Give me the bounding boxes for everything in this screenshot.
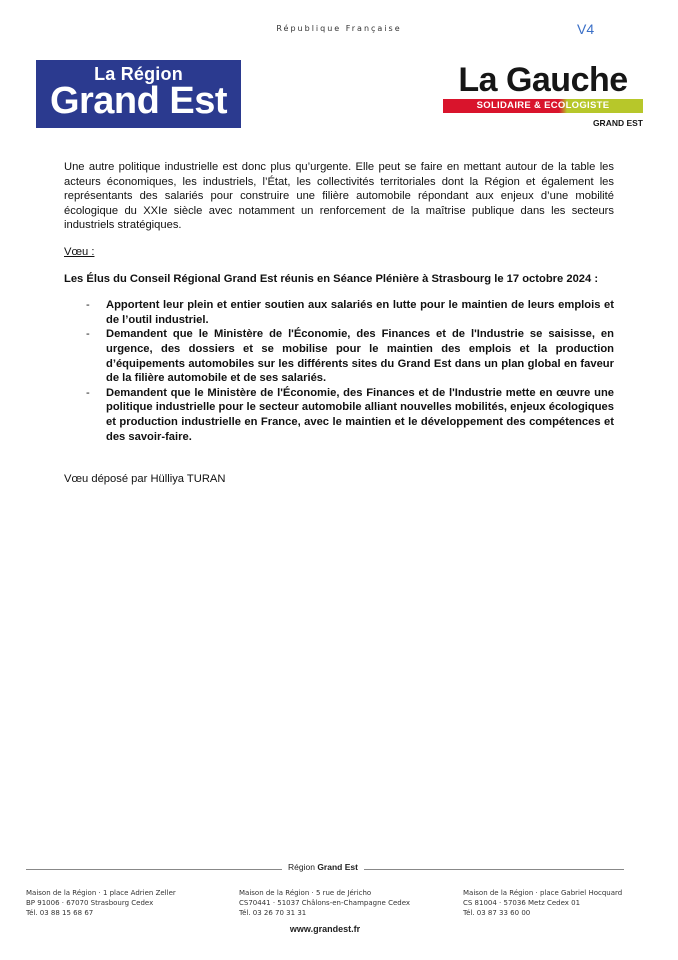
logo-left-line2: Grand Est xyxy=(49,80,228,122)
region-grand-est-logo xyxy=(36,60,241,128)
address-chalons xyxy=(239,888,410,918)
lead-paragraph: Les Élus du Conseil Régional Grand Est réunis en Séance Plénière à Strasbourg le 17 octobre 2024 : xyxy=(64,272,599,285)
list-dash: - xyxy=(86,299,90,312)
intro-paragraph: Une autre politique industrielle est donc plus qu’urgente. Elle peut se faire en mettant autour de la table les acteurs économiques, les industriels, l’État, les collectivités territoriales dont la Région et également les représentants des salariés pour construire une filière automobile répondant aux enjeux d’une mobilité écologique du XXIe siècle avec notamment un renforcement de la maîtrise publique dans les secteurs industriels stratégiques. xyxy=(64,161,614,232)
address-metz xyxy=(463,888,622,918)
document-body xyxy=(64,160,614,498)
list-item-text: Demandent que le Ministère de l'Économie, des Finances et de l'Industrie se saisisse, en urgence, des dossiers et se mobilise pour le maintien des emplois et la production d’équipements automobiles sur les différents sites du Grand Est dans un plan global en faveur de la filière automobile et de ses salariés. xyxy=(106,328,614,385)
address-strasbourg xyxy=(26,888,176,918)
logo-left-line1: La Région xyxy=(94,64,183,84)
website-link[interactable]: www.grandest.fr xyxy=(289,924,361,934)
address-line: CS 81004 · 57036 Metz Cedex 01 xyxy=(463,899,581,907)
address-line: Maison de la Région · 1 place Adrien Zeller xyxy=(26,889,176,897)
republique-header: République Française xyxy=(276,24,402,33)
version-label: V4 xyxy=(577,21,595,37)
voeu-title: Vœu : xyxy=(64,245,95,258)
depose-line: Vœu déposé par Hülliya TURAN xyxy=(64,473,226,486)
list-item xyxy=(64,327,614,385)
address-line: Tél. 03 87 33 60 00 xyxy=(463,909,531,917)
address-line: Tél. 03 26 70 31 31 xyxy=(239,909,307,917)
list-dash: - xyxy=(86,386,90,399)
list-item xyxy=(64,386,614,444)
address-line: Maison de la Région · place Gabriel Hocquard xyxy=(463,889,623,897)
address-line: Tél. 03 88 15 68 67 xyxy=(26,909,94,917)
address-line: CS70441 · 51037 Châlons-en-Champagne Cedex xyxy=(239,899,411,907)
voeu-list xyxy=(64,298,614,444)
list-dash: - xyxy=(86,328,90,341)
footer-label-prefix: Région xyxy=(288,862,318,872)
list-item-text: Apportent leur plein et entier soutien aux salariés en lutte pour le maintien de leurs emplois et de l’outil industriel. xyxy=(106,299,614,326)
list-item xyxy=(64,298,614,327)
logo-right-line3: GRAND EST xyxy=(592,118,643,128)
la-gauche-logo xyxy=(443,62,643,132)
footer-label-bold: Grand Est xyxy=(317,862,358,872)
logo-right-line1: La Gauche xyxy=(458,61,628,99)
logo-right-band: SOLIDAIRE & ECOLOGISTE xyxy=(443,99,643,113)
footer-region-label xyxy=(282,862,364,872)
address-line: BP 91006 · 67070 Strasbourg Cedex xyxy=(26,899,154,907)
address-line: Maison de la Région · 5 rue de Jéricho xyxy=(239,889,372,897)
list-item-text: Demandent que le Ministère de l'Économie, des Finances et de l'Industrie mette en œuvre une politique industrielle pour le secteur automobile alliant nouvelles mobilités, enjeux écologiques et production industrielle en France, avec le maintien et le développement des compétences et des savoir-faire. xyxy=(106,386,614,443)
